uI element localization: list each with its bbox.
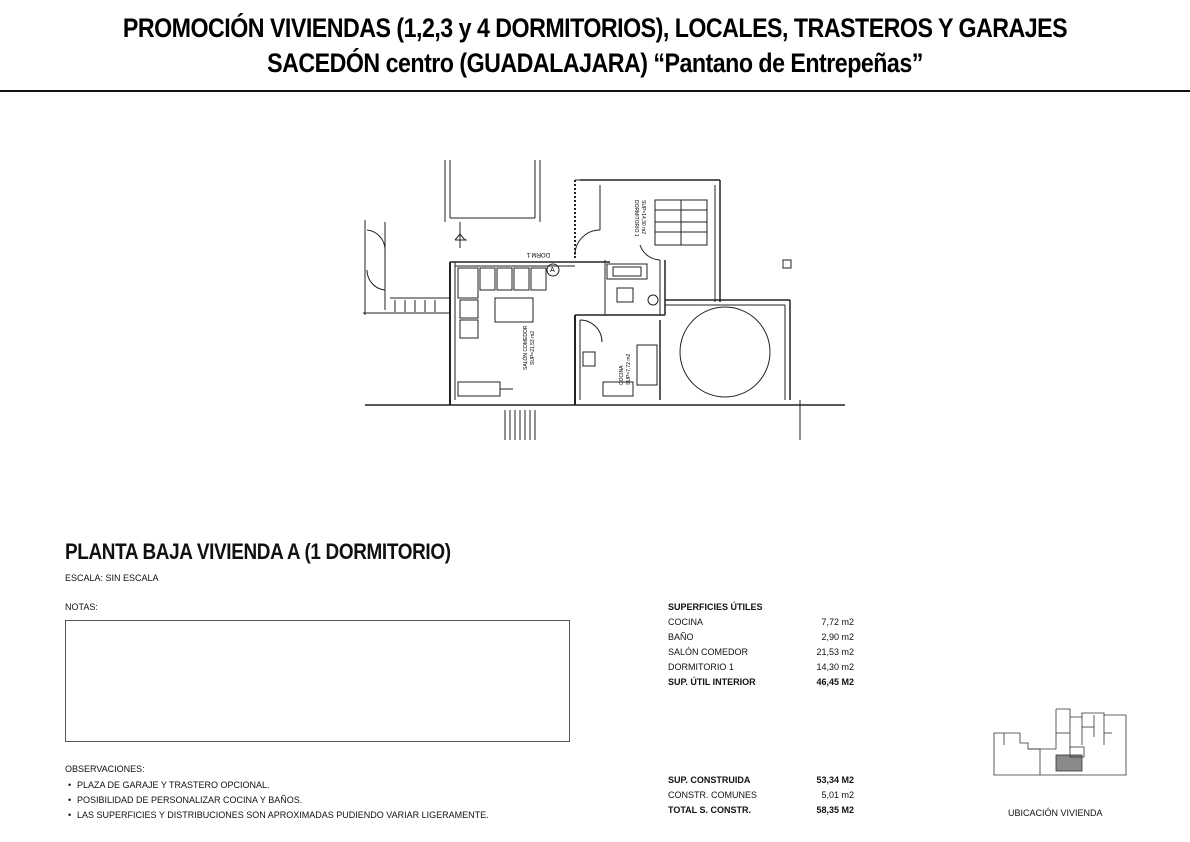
comunes-row [668,788,858,803]
door-swing [580,320,602,342]
comunes-value: 5,01 m2 [821,790,854,800]
plan-label-access-mark: A [550,267,555,274]
header-title-line1: PROMOCIÓN VIVIENDAS (1,2,3 y 4 DORMITORIOS), LOCALES, TRASTEROS Y GARAJES [122,13,1068,43]
toilet [648,295,658,305]
location-label: UBICACIÓN VIVIENDA [1008,808,1103,818]
notes-box [65,620,570,742]
superficie-value: 7,72 m2 [821,617,854,627]
door-swing [367,270,385,290]
construida-label: SUP. CONSTRUIDA [668,775,751,785]
superficie-row [668,630,858,645]
superficies-title: SUPERFICIES ÚTILES [668,602,763,612]
construida-value: 53,34 M2 [816,775,854,785]
observation-item: • PLAZA DE GARAJE Y TRASTERO OPCIONAL. [65,778,489,793]
observation-item: • LAS SUPERFICIES Y DISTRIBUCIONES SON APROXIMADAS PUDIENDO VARIAR LIGERAMENTE. [65,808,489,823]
notes-label: NOTAS: [65,602,98,612]
counter [637,345,657,385]
plan-label-cocina-area: SUP=7,72 m2 [626,353,632,385]
location-highlight [1056,755,1082,771]
superficie-label: COCINA [668,617,704,627]
door-swing [367,230,385,250]
page-header [0,0,1190,92]
plan-label-salon-area: SUP=21,53 m2 [530,330,536,365]
door-swing [575,230,600,255]
plan-label-cocina: COCINA [619,365,625,385]
superficie-row [668,660,858,675]
header-title-line2: SACEDÓN centro (GUADALAJARA) “Pantano de Entrepeñas” [267,48,923,78]
observations-label: OBSERVACIONES: [65,764,145,774]
location-map [990,705,1130,780]
superficie-label: BAÑO [668,632,694,642]
superficie-row [668,645,858,660]
construida-row [668,773,858,788]
plan-label-dormitorio: DORMITORIO 1 [633,200,639,237]
superficie-label: DORMITORIO 1 [668,662,734,672]
superficie-row [668,615,858,630]
sink [617,288,633,302]
door-swing [640,245,660,260]
scale-label: ESCALA: SIN ESCALA [65,573,159,583]
construction-totals [668,773,858,818]
observations-list [65,778,489,823]
superficie-total-value: 46,45 M2 [816,677,854,687]
superficies-table [668,600,858,690]
observation-item: • POSIBILIDAD DE PERSONALIZAR COCINA Y BAÑOS. [65,793,489,808]
round-table [680,307,770,397]
comunes-label: CONSTR. COMUNES [668,790,758,800]
total-constr-row [668,803,858,818]
section-title: PLANTA BAJA VIVIENDA A (1 DORMITORIO) [65,539,451,564]
total-constr-label: TOTAL S. CONSTR. [668,805,752,815]
header-divider [0,90,1190,92]
superficie-label: SALÓN COMEDOR [668,647,749,657]
plan-label-salon: SALÓN COMEDOR [523,325,529,370]
total-constr-value: 58,35 M2 [816,805,854,815]
plan-label-access: DORM.1 [526,251,550,257]
superficie-total-row [668,675,858,690]
superficie-value: 2,90 m2 [821,632,854,642]
superficie-total-label: SUP. ÚTIL INTERIOR [668,677,756,687]
superficie-value: 14,30 m2 [816,662,854,672]
superficie-value: 21,53 m2 [816,647,854,657]
floor-plan [355,160,850,445]
plan-label-dormitorio-area: SUP=14,30 m2 [640,200,646,235]
